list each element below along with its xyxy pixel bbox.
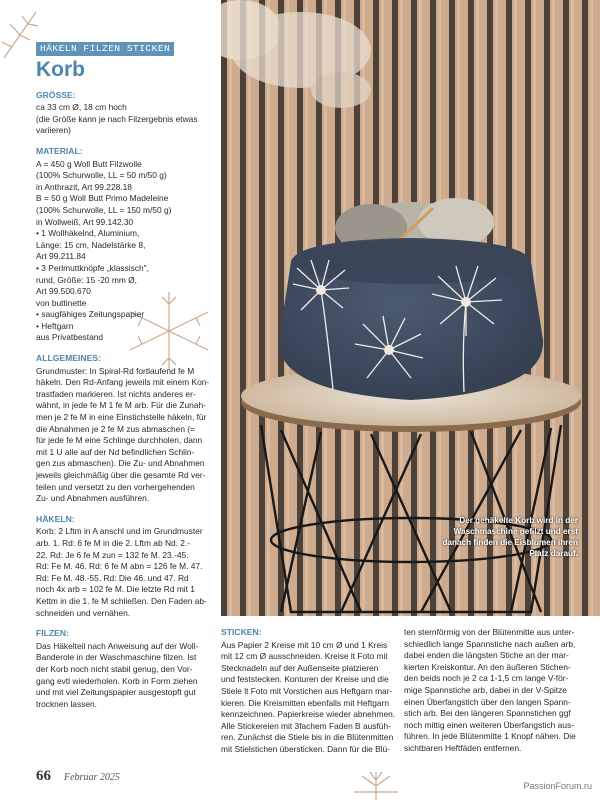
haekeln-heading: HÄKELN: bbox=[36, 513, 75, 524]
allgemeines-line: jeweils gleichmäßig über die gesamte Rd ver- bbox=[36, 470, 206, 480]
sticken-line: kierten Kreiskontur. An den äußeren Stichen- bbox=[404, 661, 571, 672]
material-line: in Anthrazit, Art 99.228.18 bbox=[36, 181, 132, 192]
snowflake-bottom-icon bbox=[348, 766, 404, 800]
sticken-line: kieren. Die Kreismitten ebenfalls mit Heftgarn bbox=[221, 697, 390, 708]
sticken-line: den beids noch je 2 ca 1-1,5 cm lange V-för- bbox=[404, 673, 569, 684]
sticken-line: ten sternförmig von der Blütenmitte aus unter- bbox=[404, 627, 575, 637]
allgemeines-line: mit 1 U alle auf der Nd befindlichen Schlin- bbox=[36, 446, 195, 457]
sticken-heading: STICKEN: bbox=[221, 627, 262, 637]
caption-line: Der gehäkelte Korb wird in der bbox=[459, 516, 578, 525]
material-line: (100% Schurwolle, LL = 150 m/50 g) bbox=[36, 204, 172, 215]
sticken-line: Aus Papier 2 Kreise mit 10 cm Ø und 1 Kreis bbox=[221, 639, 388, 650]
haekeln-line: noch 4x arb = 102 fe M. Die letzte Rd mit 1 bbox=[36, 584, 195, 595]
haekeln-line: Kettm in die 1. fe M schließen. Den Faden ab- bbox=[36, 595, 207, 606]
caption-line: danach finden die Eisblumen ihren bbox=[442, 538, 578, 547]
filzen-line: Banderole in der Waschmaschine filzen. Ist bbox=[36, 652, 197, 663]
sticken-line: und feststecken. Konturen der Kreise und die bbox=[221, 674, 389, 685]
sticken-line: mit 12 cm Ø ausschneiden. Kreise lt Foto mit bbox=[221, 651, 388, 662]
allgemeines-line: die Abnahmen je 2 fe M zus abmaschen (= bbox=[36, 423, 195, 434]
material-line: von buttinette bbox=[36, 297, 87, 308]
sticken-line: Stiele lt Foto mit Vorstichen aus Heftgarn mar- bbox=[221, 685, 393, 696]
material-line: (100% Schurwolle, LL = 50 m/50 g) bbox=[36, 170, 167, 181]
button-mother-of-pearl bbox=[316, 285, 326, 295]
allgemeines-line: Zu- und Abnahmen ausführen. bbox=[36, 493, 150, 504]
allgemeines-line: teilen und versetzt zu den vorhergehenden bbox=[36, 481, 195, 492]
material-line: in Wollweiß, Art 99.142.30 bbox=[36, 216, 134, 227]
filzen-line: und mit viel Zeitungspapier ausgestopft gut bbox=[36, 687, 196, 698]
sticken-line: Alle Stickereien mit 3fachem Faden B ausfüh- bbox=[221, 720, 391, 731]
filzen-heading: FILZEN: bbox=[36, 628, 69, 639]
issue-date: Februar 2025 bbox=[64, 772, 120, 783]
material-line: • saugfähiges Zeitungspapier bbox=[36, 309, 145, 320]
filzen-line: der Korb noch nicht stabil genug, den Vor- bbox=[36, 663, 193, 674]
caption-line: Waschmaschine gefilzt und erst bbox=[453, 527, 578, 536]
sticken-line: dabei enden die längsten Stiche an der mar- bbox=[404, 650, 569, 661]
sticken-line: führen. In jede Blütenmitte 1 Knopf nähen. Die bbox=[404, 731, 576, 742]
filzen-line: gang evtl wiederholen. Korb in Form ziehen bbox=[36, 675, 198, 686]
category-label: HÄKELN FILZEN STICKEN bbox=[36, 42, 174, 56]
haekeln-line: Korb: 2 Lftm in A anschl und im Grundmuster bbox=[36, 526, 203, 537]
sticken-line: stich arb. Bei den längeren Spannstichen ggf bbox=[404, 708, 571, 719]
allgemeines-line: wähnt, in jede fe M 1 fe M arb. Für die Zunah- bbox=[36, 400, 206, 411]
sticken-line: einen Überfangstich über den langen Spann- bbox=[404, 696, 571, 707]
button-mother-of-pearl bbox=[461, 297, 471, 307]
groesse-heading: GRÖSSE: bbox=[36, 89, 76, 100]
material-line: • Heftgarn bbox=[36, 320, 74, 331]
sticken-line: Stecknadeln auf der Außenseite platzieren bbox=[221, 662, 379, 673]
haekeln-line: Rd: Fe M. 48.-55. Rd: Die 46. und 47. Rd bbox=[36, 572, 189, 583]
haekeln-line: Rd: Fe M. 46. Rd: 6 fe M abn = 126 fe M. 47. bbox=[36, 561, 203, 572]
instructions-left-column bbox=[36, 42, 216, 710]
material-line: Art 99.211.84 bbox=[36, 251, 86, 262]
sticken-column-2 bbox=[404, 627, 586, 755]
material-line: rund, Größe: 15 -20 mm Ø, bbox=[36, 274, 137, 285]
page-title: Korb bbox=[36, 57, 85, 81]
product-photo bbox=[221, 0, 600, 616]
material-line: B = 50 g Woll Butt Primo Madeleine bbox=[36, 193, 169, 204]
groesse-line: ca 33 cm Ø, 18 cm hoch bbox=[36, 102, 127, 113]
groesse-line: variieren) bbox=[36, 125, 71, 136]
button-mother-of-pearl bbox=[384, 345, 394, 355]
allgemeines-line: trastfaden markieren. Ist nichts anderes er- bbox=[36, 388, 196, 399]
photo-caption bbox=[418, 515, 578, 559]
watermark: PassionForum.ru bbox=[523, 781, 592, 791]
filzen-line: trocknen lassen. bbox=[36, 698, 97, 709]
material-line: Art 99.500.670 bbox=[36, 286, 91, 297]
material-line: Länge: 15 cm, Nadelstärke 8, bbox=[36, 239, 146, 250]
haekeln-line: 22. Rd: Je 6 fe M zun = 132 fe M. 23.-45. bbox=[36, 549, 189, 560]
haekeln-line: arb. 1. Rd: 6 fe M in die 2. Lftm ab Nd. 2.- bbox=[36, 537, 191, 548]
material-line: aus Privatbestand bbox=[36, 332, 104, 343]
allgemeines-line: häkeln. Den Rd-Anfang jeweils mit einem Kon- bbox=[36, 377, 210, 388]
filzen-line: Das Häkelteil nach Anweisung auf der Woll- bbox=[36, 640, 199, 651]
sticken-line: sichtbaren Heftfäden entfernen. bbox=[404, 742, 522, 753]
material-line: • 3 Perlmuttknöpfe „klassisch", bbox=[36, 262, 149, 273]
haekeln-line: schneiden und vernähen. bbox=[36, 607, 131, 618]
material-heading: MATERIAL: bbox=[36, 145, 83, 156]
allgemeines-line: gen zus abmaschen). Die Zu- und Abnahmen bbox=[36, 458, 205, 469]
material-line: A = 450 g Woll Butt Filzwolle bbox=[36, 158, 142, 169]
sticken-line: schiedlich lange Spannstiche nach außen arb, bbox=[404, 638, 576, 649]
sticken-line: mige Spannstiche arb, dabei in der V-Spitze bbox=[404, 684, 567, 695]
sticken-line: mit Stielstichen übersticken. Dann für die Blü- bbox=[221, 743, 390, 754]
caption-line: Platz darauf. bbox=[529, 549, 578, 558]
allgemeines-line: für jede fe M eine Schlinge durchholen, dann bbox=[36, 435, 203, 446]
allgemeines-heading: ALLGEMEINES: bbox=[36, 353, 101, 364]
allgemeines-line: Grundmuster: In Spiral-Rd fortlaufend fe M bbox=[36, 365, 195, 376]
allgemeines-line: men je 2 fe M in eine Einstichstelle häkeln, für bbox=[36, 412, 207, 423]
material-line: • 1 Wollhäkelnd, Aluminium, bbox=[36, 228, 140, 239]
sticken-line: noch mittig einen weiteren Überfangstich aus- bbox=[404, 719, 574, 730]
sticken-line: ren. Zunächst die Stiele bis in die Blütenmitten bbox=[221, 732, 394, 743]
page-number: 66 bbox=[36, 768, 51, 784]
groesse-line: (die Größe kann je nach Filzergebnis etwas bbox=[36, 113, 198, 124]
sticken-line: kennzeichnen. Papierkreise wieder abnehmen. bbox=[221, 709, 396, 720]
sticken-column-1 bbox=[221, 627, 401, 756]
